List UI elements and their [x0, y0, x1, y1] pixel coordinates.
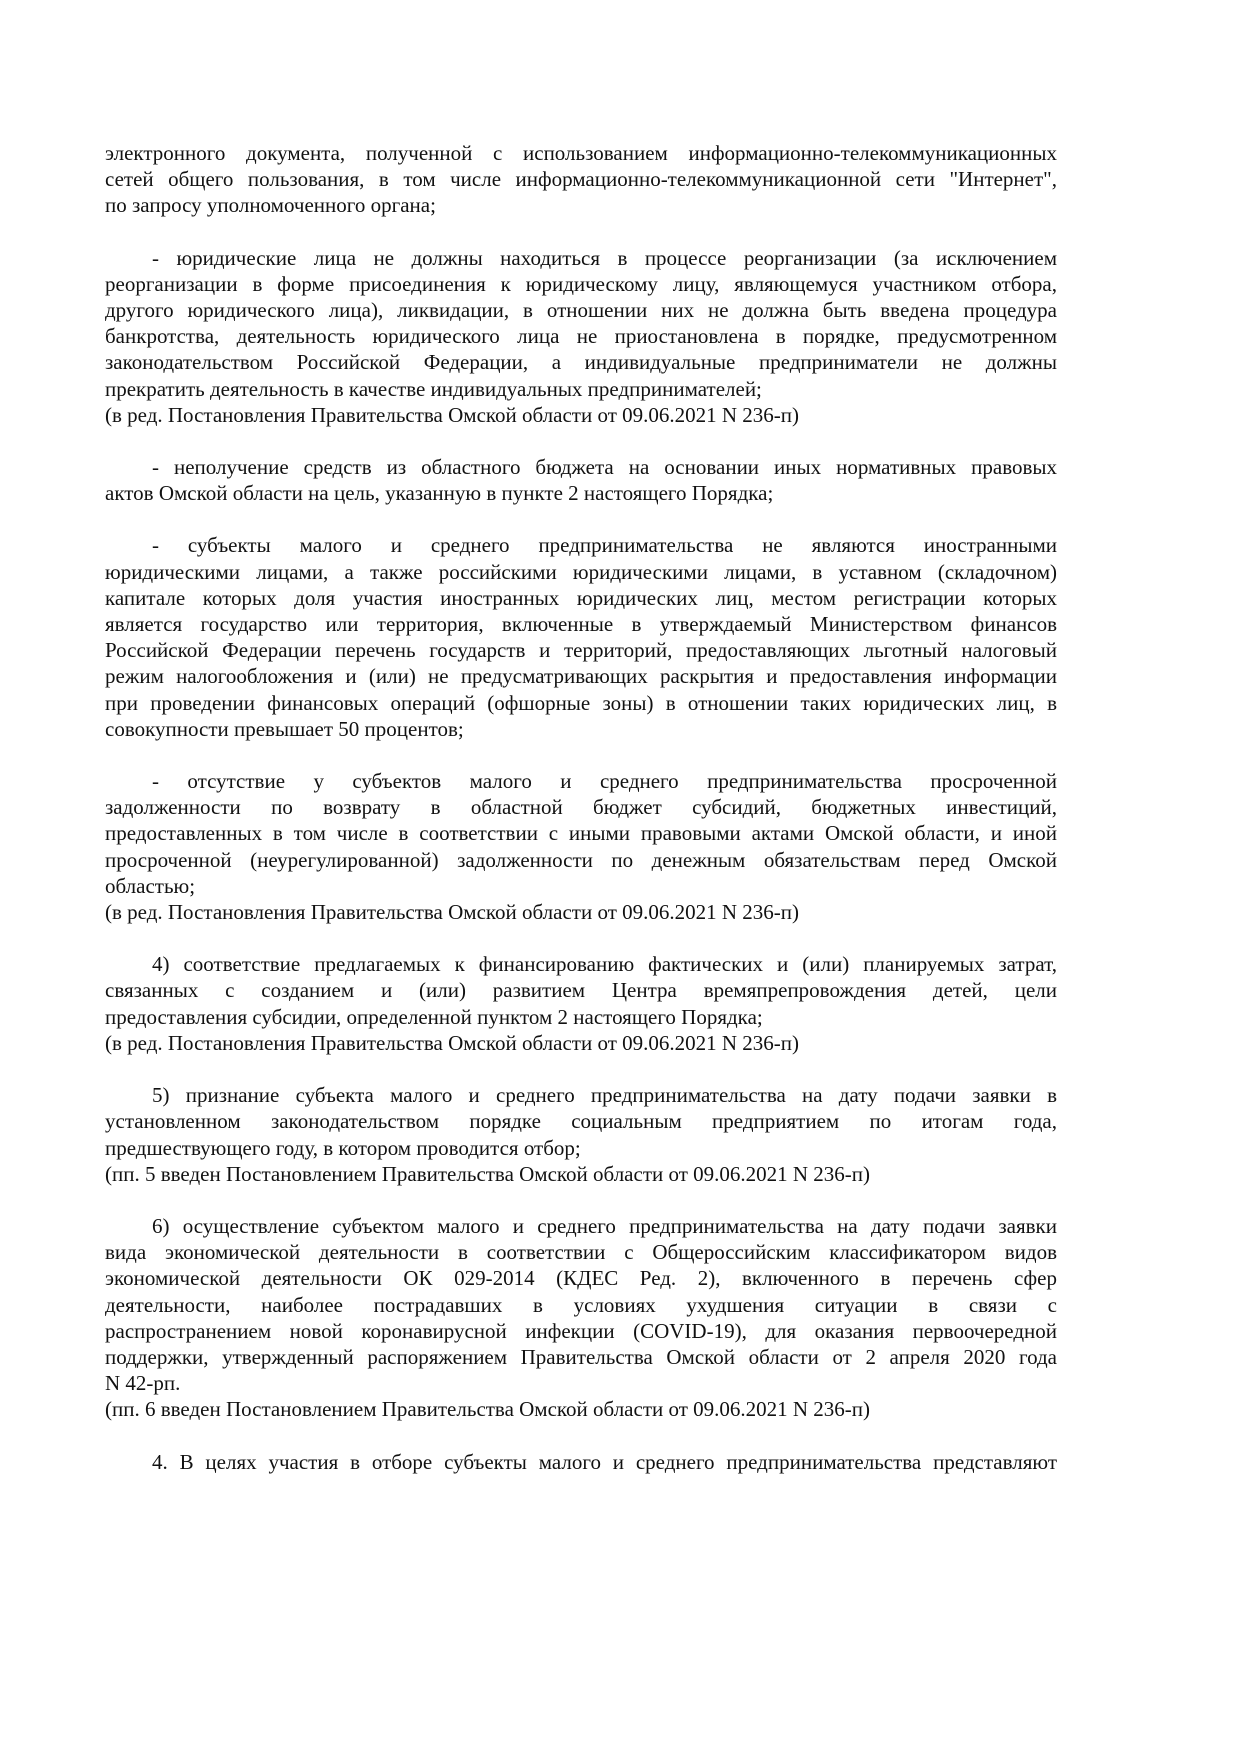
text-line: распространением новой коронавирусной инфекции (COVID-19), для оказания первоочередной: [105, 1318, 1057, 1343]
text-line: актов Омской области на цель, указанную в пункте 2 настоящего Порядка;: [105, 481, 774, 506]
text-line: законодательством Российской Федерации, а индивидуальные предприниматели не должны: [105, 350, 1057, 375]
text-line: предоставления субсидии, определенной пунктом 2 настоящего Порядка;: [105, 1004, 763, 1029]
text-line: электронного документа, полученной с использованием информационно-телекоммуникационных: [105, 141, 1057, 165]
amendment-note: (в ред. Постановления Правительства Омской области от 09.06.2021 N 236-п): [105, 402, 800, 427]
text-line: банкротства, деятельность юридического лица не приостановлена в порядке, предусмотренном: [105, 324, 1057, 349]
text-line: экономической деятельности ОК 029-2014 (КДЕС Ред. 2), включенного в перечень сфер: [105, 1266, 1057, 1291]
text-line: 4) соответствие предлагаемых к финансированию фактических и (или) планируемых затрат,: [152, 952, 1057, 977]
text-line: при проведении финансовых операций (офшорные зоны) в отношении таких юридических лиц, в: [105, 690, 1057, 715]
text-line: другого юридического лица), ликвидации, в отношении них не должна быть введена процедура: [105, 298, 1057, 323]
text-line: является государство или территория, включенные в утверждаемый Министерством финансов: [105, 612, 1057, 637]
text-line: совокупности превышает 50 процентов;: [105, 716, 464, 741]
text-line: - юридические лица не должны находиться в процессе реорганизации (за исключением: [152, 245, 1057, 270]
paragraph-gap: [105, 1187, 1057, 1213]
paragraph-not-foreign-entities: [105, 532, 1057, 742]
text-line: поддержки, утвержденный распоряжением Правительства Омской области от 2 апреля 2020 года: [105, 1344, 1057, 1369]
text-line: реорганизации в форме присоединения к юридическому лицу, являющемуся участником отбора,: [105, 271, 1057, 296]
paragraph-gap: [105, 1423, 1057, 1449]
paragraph-reorganization: [105, 245, 1057, 402]
paragraph-gap: [105, 506, 1057, 532]
text-line: 5) признание субъекта малого и среднего предпринимательства на дату подачи заявки в: [152, 1083, 1057, 1108]
paragraph-no-other-funding: [105, 454, 1057, 506]
amendment-note: (в ред. Постановления Правительства Омской области от 09.06.2021 N 236-п): [105, 1030, 800, 1055]
paragraph-gap: [105, 219, 1057, 245]
text-line: связанных с созданием и (или) развитием Центра времяпрепровождения детей, цели: [105, 978, 1057, 1003]
amendment-note: (пп. 5 введен Постановлением Правительства Омской области от 09.06.2021 N 236-п): [105, 1161, 871, 1186]
text-line: просроченной (неурегулированной) задолженности по денежным обязательствам перед Омской: [105, 847, 1057, 872]
paragraph-gap: [105, 1056, 1057, 1082]
text-line: областью;: [105, 873, 196, 898]
paragraph-electronic-document: [105, 140, 1057, 219]
paragraph-no-overdue-debt: [105, 768, 1057, 899]
text-line: предоставленных в том числе в соответствии с иными правовыми актами Омской области, и иной: [105, 821, 1057, 846]
text-line: - субъекты малого и среднего предпринимательства не являются иностранными: [152, 533, 1057, 558]
text-line: прекратить деятельность в качестве индивидуальных предпринимателей;: [105, 376, 762, 401]
text-line: предшествующего году, в котором проводится отбор;: [105, 1135, 581, 1160]
text-line: 4. В целях участия в отборе субъекты малого и среднего предпринимательства представляют: [152, 1449, 1057, 1474]
paragraph-gap: [105, 742, 1057, 768]
paragraph-item-5: [105, 1082, 1057, 1161]
text-line: - неполучение средств из областного бюджета на основании иных нормативных правовых: [152, 455, 1057, 480]
text-line: деятельности, наиболее пострадавших в условиях ухудшения ситуации в связи с: [105, 1292, 1057, 1317]
text-line: задолженности по возврату в областной бюджет субсидий, бюджетных инвестиций,: [105, 795, 1057, 820]
text-line: вида экономической деятельности в соответствии с Общероссийским классификатором видов: [105, 1240, 1057, 1265]
text-line: - отсутствие у субъектов малого и среднего предпринимательства просроченной: [152, 769, 1057, 794]
text-line: 6) осуществление субъектом малого и среднего предпринимательства на дату подачи заявки: [152, 1213, 1057, 1238]
paragraph-gap: [105, 428, 1057, 454]
paragraph-item-4: [105, 951, 1057, 1030]
text-line: N 42-рп.: [105, 1371, 181, 1396]
text-line: режим налогообложения и (или) не предусматривающих раскрытия и предоставления информации: [105, 664, 1057, 689]
paragraph-item-6: [105, 1213, 1057, 1396]
paragraph-section-4: [105, 1449, 1057, 1475]
text-line: сетей общего пользования, в том числе информационно-телекоммуникационной сети "Интернет",: [105, 167, 1057, 192]
text-line: юридическими лицами, а также российскими юридическими лицами, в уставном (складочном): [105, 559, 1057, 584]
text-line: Российской Федерации перечень государств и территорий, предоставляющих льготный налоговый: [105, 638, 1057, 663]
paragraph-gap: [105, 925, 1057, 951]
amendment-note: (в ред. Постановления Правительства Омской области от 09.06.2021 N 236-п): [105, 900, 800, 925]
text-line: капитале которых доля участия иностранных юридических лиц, местом регистрации которых: [105, 585, 1057, 610]
text-line: по запросу уполномоченного органа;: [105, 193, 436, 218]
amendment-note: (пп. 6 введен Постановлением Правительства Омской области от 09.06.2021 N 236-п): [105, 1397, 871, 1422]
text-line: установленном законодательством порядке социальным предприятием по итогам года,: [105, 1109, 1057, 1134]
document-page: [105, 140, 1057, 1475]
